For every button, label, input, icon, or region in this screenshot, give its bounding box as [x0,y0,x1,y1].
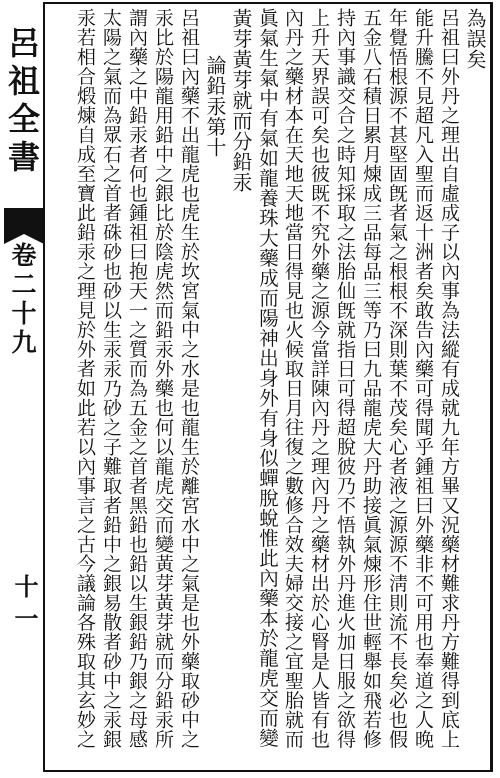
text-column: 年覺悟根源不甚堅固旣者氣之根根不深則葉不茂矣心者液之源源不淸則流不長矣必也假 [386,8,408,749]
text-column: 汞比於陽龍用鉛中之銀比於陰虎然而鉛汞外藥也何以龍虎交而變黃芽黃芽就而分鉛汞所 [152,8,174,749]
fishtail-mark-icon [4,208,44,234]
text-column: 眞氣生氣中有氣如龍養珠大藥成而陽神出身外有身似蟬脫蛻惟此內藥本於龍虎交而變 [256,8,279,748]
text-column: 內丹之藥材本在天地天地當日得見也火候取日月往復之數修合效夫婦交接之宜聖胎就而 [282,8,304,749]
text-column: 能升騰不見超凡入聖而返十洲者矣敢告內藥可得聞乎鍾祖曰外藥非不可用也奉道之人晚 [412,8,434,749]
text-column: 呂祖曰外丹之理出自虛成子以內事為法縱有成就九年方畢又況藥材難求丹方難得到底上 [438,8,460,749]
volume-label: 卷二十九 [8,242,37,358]
text-column: 上升天界誤可矣也彼既不究外藥之源今當詳陳內丹之理內丹之藥材出於心腎是人皆有也 [308,8,330,749]
book-title: 呂祖全書 [3,26,41,178]
text-column: 為誤矣 [463,8,487,70]
text-column: 太陽之氣而為眾石之首者硃砂也砂以生汞汞乃砂之子難取者鉛中之銀易散者砂中之汞銀 [100,8,122,749]
section-heading: 論鉛汞第十 [203,55,227,158]
page-number: 十一 [10,574,39,638]
text-column: 謂內藥之中鉛汞者何也鍾祖曰抱天一之質而為五金之首者黑鉛也鉛以生銀鉛乃銀之母感 [126,8,148,749]
text-column: 汞若相合煅煉自成至寶此鉛汞之理見於外者如此若以內事言之古今議論各殊取其玄妙之 [74,8,96,749]
text-column: 呂祖曰內藥不出龍虎也虎生於坎宮氣中之水是也龍生於離宮水中之氣是也外藥取砂中之 [178,8,200,749]
text-column: 黃芽黃芽就而分鉛汞 [229,8,253,193]
text-column: 五金八石積日累月煉成三品每品三等乃曰九品龍虎大丹助接眞氣煉形住世輕舉如飛若修 [360,8,382,749]
text-column: 持內事識交合之時知採取之法胎仙旣就指日可得超脫彼乃不悟執外丹進火加日服之欲得 [334,8,356,749]
page-margin [4,2,42,772]
